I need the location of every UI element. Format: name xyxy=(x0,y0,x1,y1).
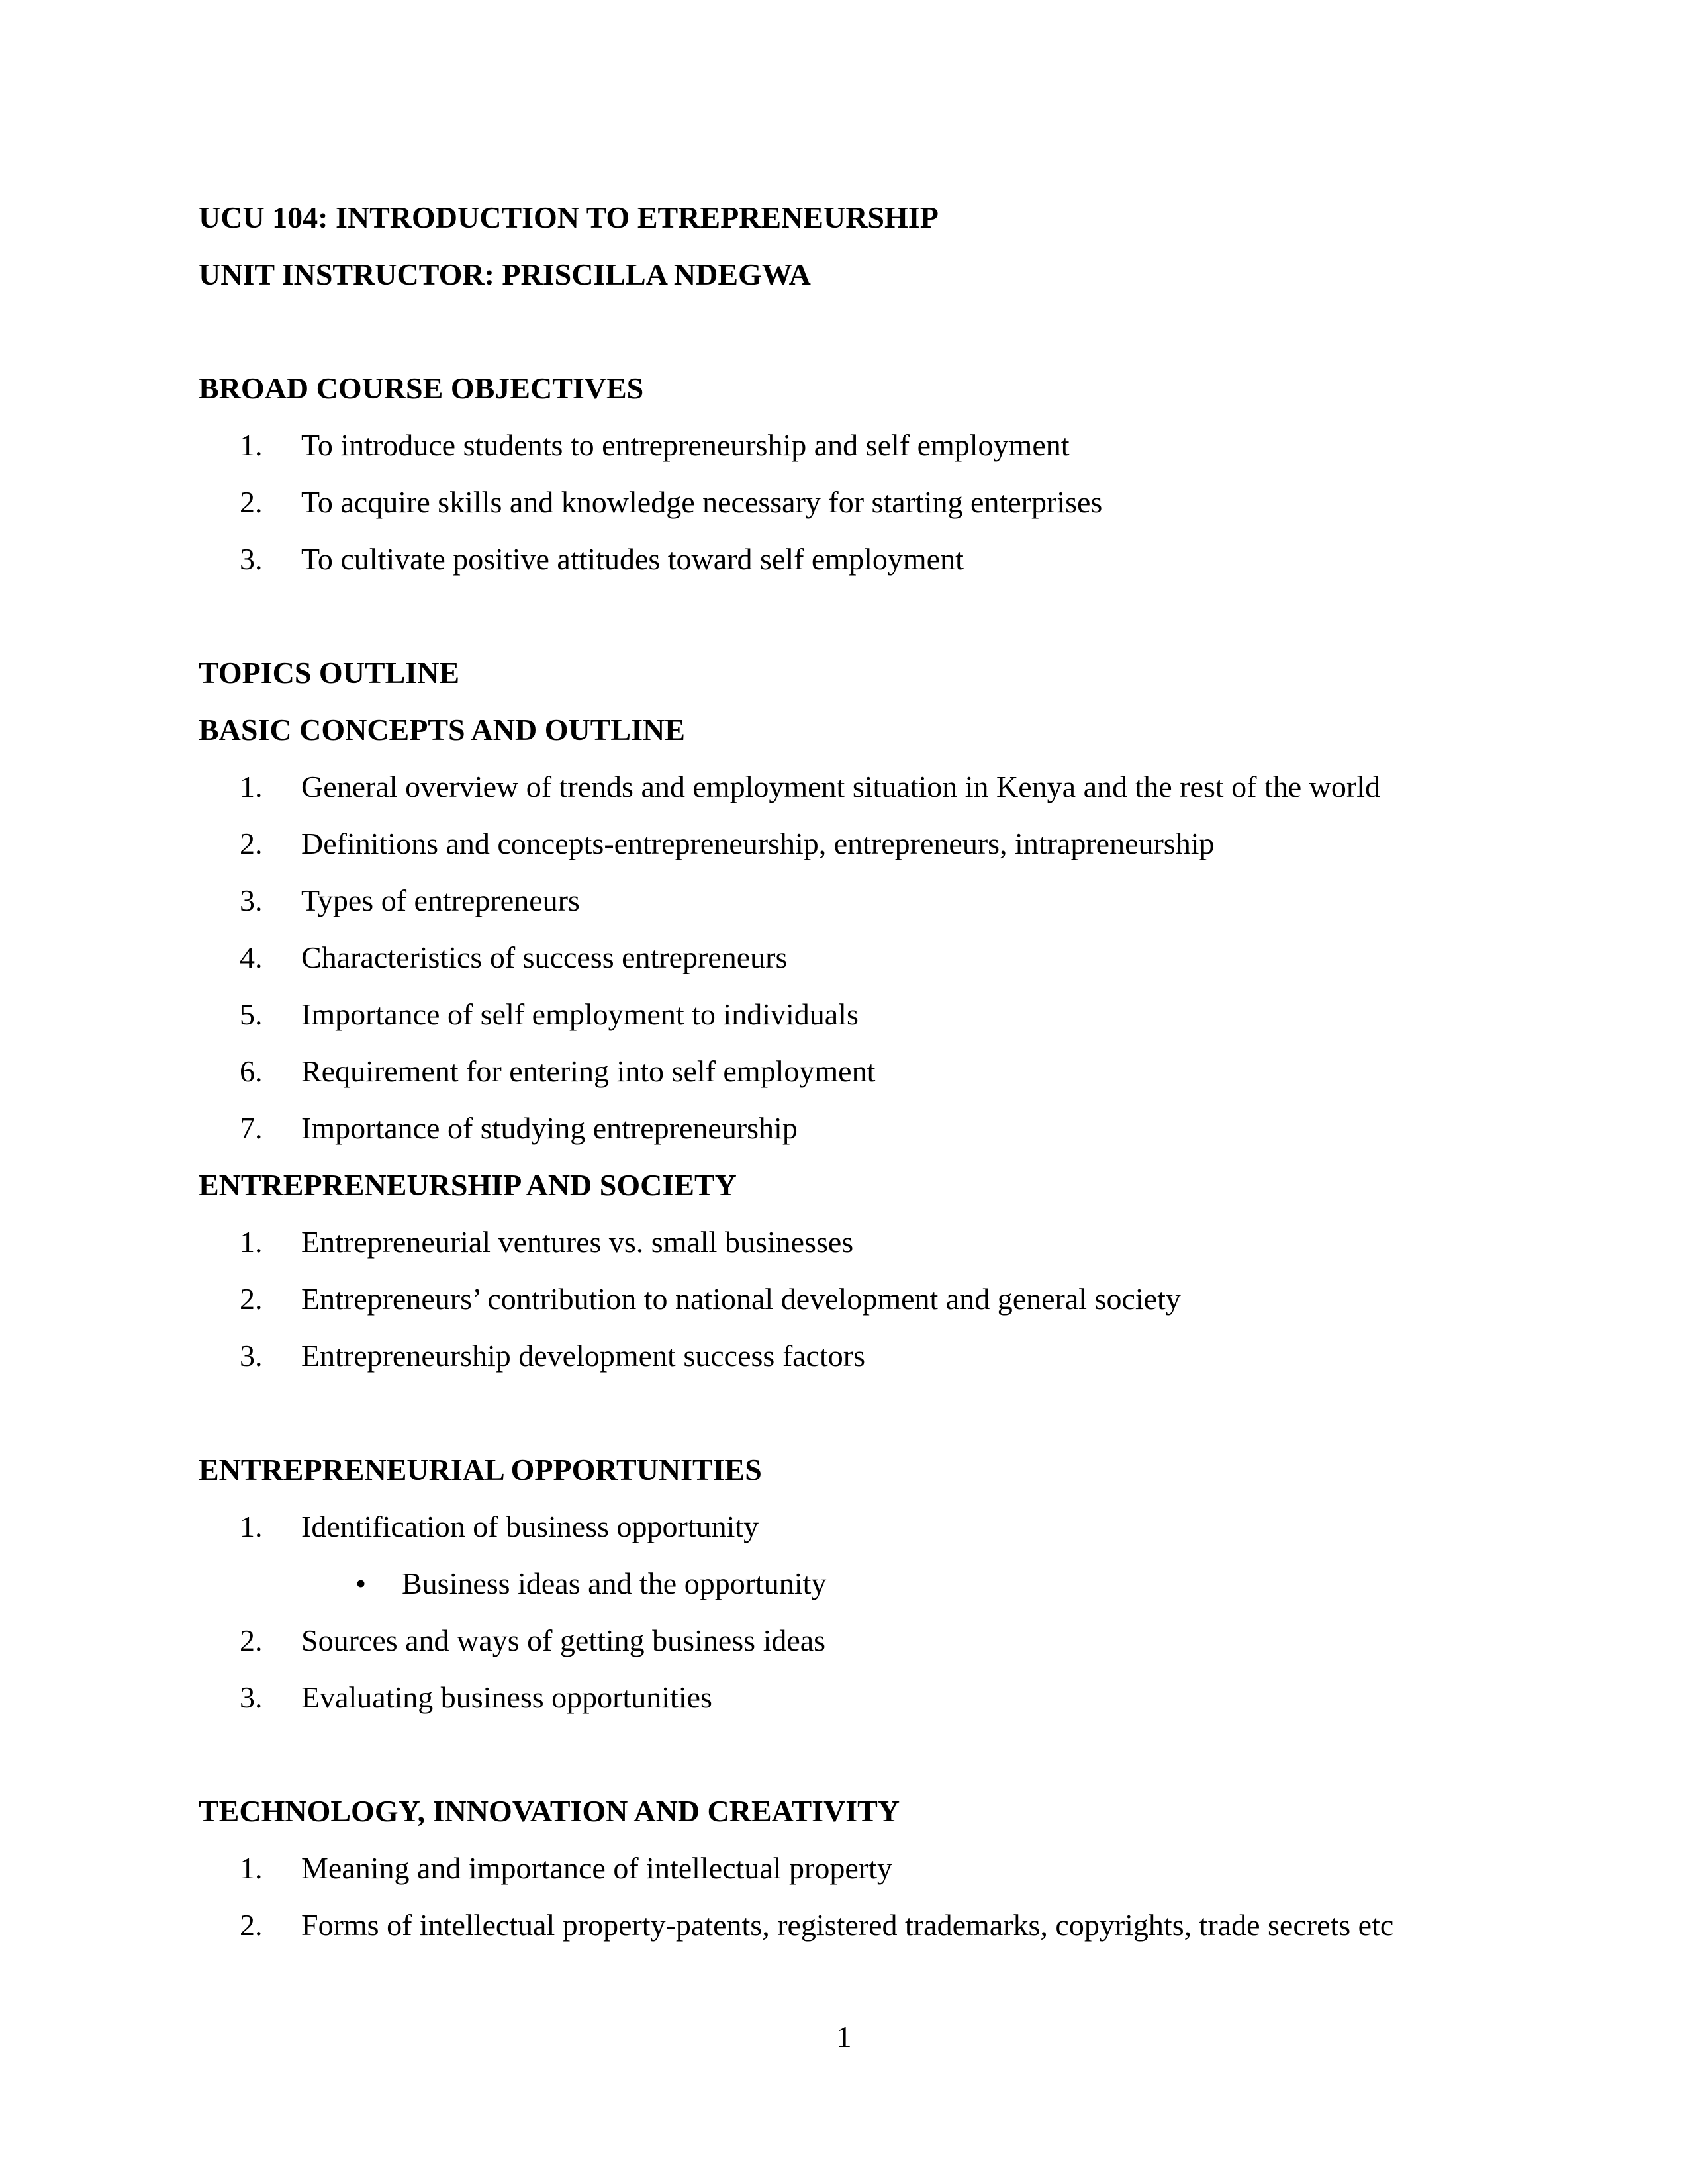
bullet-marker: • xyxy=(355,1567,367,1600)
item-number: 3. xyxy=(240,542,263,576)
item-text: To cultivate positive attitudes toward self employment xyxy=(301,542,964,576)
numbered-list-item xyxy=(199,1214,1496,1271)
item-number: 1. xyxy=(240,770,263,803)
numbered-list-item xyxy=(199,986,1496,1043)
numbered-list-item xyxy=(199,1612,1496,1669)
section-heading-topics-outline: TOPICS OUTLINE xyxy=(199,656,460,690)
page-footer xyxy=(0,2009,1688,2066)
item-text: Types of entrepreneurs xyxy=(301,884,580,917)
numbered-list-item xyxy=(199,929,1496,986)
unit-instructor: UNIT INSTRUCTOR: PRISCILLA NDEGWA xyxy=(199,257,811,291)
item-text: Identification of business opportunity xyxy=(301,1510,759,1543)
item-number: 7. xyxy=(240,1111,263,1145)
item-text: General overview of trends and employment situation in Kenya and the rest of the world xyxy=(301,770,1380,803)
numbered-list-item xyxy=(199,758,1496,815)
item-number: 5. xyxy=(240,997,263,1031)
item-number: 2. xyxy=(240,1282,263,1316)
item-text: Sources and ways of getting business ideas xyxy=(301,1623,826,1657)
numbered-list-item xyxy=(199,417,1496,474)
item-number: 1. xyxy=(240,1851,263,1885)
item-text: To acquire skills and knowledge necessary for starting enterprises xyxy=(301,485,1103,519)
item-number: 2. xyxy=(240,1908,263,1942)
item-text: Entrepreneurship development success factors xyxy=(301,1339,865,1373)
numbered-list-item xyxy=(199,1897,1496,1954)
numbered-list-item xyxy=(199,1100,1496,1157)
item-text: Business ideas and the opportunity xyxy=(402,1567,827,1600)
item-number: 3. xyxy=(240,1339,263,1373)
section-heading-entrepreneurial-opportunities: ENTREPRENEURIAL OPPORTUNITIES xyxy=(199,1453,762,1486)
bullet-list-item xyxy=(199,1555,1496,1612)
section-heading-entrepreneurship-and-society: ENTREPRENEURSHIP AND SOCIETY xyxy=(199,1168,737,1202)
document-content xyxy=(199,189,1496,1954)
item-text: Importance of self employment to individuals xyxy=(301,997,859,1031)
section-heading-broad-course-objectives: BROAD COURSE OBJECTIVES xyxy=(199,371,644,405)
item-number: 1. xyxy=(240,1510,263,1543)
sections-container xyxy=(199,360,1496,1954)
item-number: 4. xyxy=(240,940,263,974)
item-text: Entrepreneurial ventures vs. small businesses xyxy=(301,1225,854,1259)
item-text: Entrepreneurs’ contribution to national development and general society xyxy=(301,1282,1181,1316)
item-number: 1. xyxy=(240,428,263,462)
item-text: To introduce students to entrepreneurship and self employment xyxy=(301,428,1070,462)
numbered-list-item xyxy=(199,474,1496,531)
item-text: Requirement for entering into self employment xyxy=(301,1054,876,1088)
item-text: Meaning and importance of intellectual property xyxy=(301,1851,892,1885)
numbered-list-item xyxy=(199,872,1496,929)
numbered-list-item xyxy=(199,531,1496,588)
item-text: Forms of intellectual property-patents, registered trademarks, copyrights, trade secrets etc xyxy=(301,1908,1394,1942)
item-number: 2. xyxy=(240,485,263,519)
item-number: 2. xyxy=(240,1623,263,1657)
numbered-list-item xyxy=(199,1669,1496,1726)
item-text: Characteristics of success entrepreneurs xyxy=(301,940,788,974)
page-number: 1 xyxy=(836,2020,852,2054)
item-text: Importance of studying entrepreneurship xyxy=(301,1111,798,1145)
numbered-list-item xyxy=(199,815,1496,872)
item-number: 3. xyxy=(240,884,263,917)
item-number: 2. xyxy=(240,827,263,860)
course-title: UCU 104: INTRODUCTION TO ETREPRENEURSHIP xyxy=(199,201,939,234)
item-text: Definitions and concepts-entrepreneurship, entrepreneurs, intrapreneurship xyxy=(301,827,1215,860)
item-number: 6. xyxy=(240,1054,263,1088)
numbered-list-item xyxy=(199,1271,1496,1328)
numbered-list-item xyxy=(199,1840,1496,1897)
item-number: 3. xyxy=(240,1680,263,1714)
section-heading-basic-concepts-and-outline: BASIC CONCEPTS AND OUTLINE xyxy=(199,713,685,747)
section-heading-technology-innovation-and-creativity: TECHNOLOGY, INNOVATION AND CREATIVITY xyxy=(199,1794,900,1828)
numbered-list-item xyxy=(199,1328,1496,1385)
numbered-list-item xyxy=(199,1498,1496,1555)
numbered-list-item xyxy=(199,1043,1496,1100)
item-number: 1. xyxy=(240,1225,263,1259)
item-text: Evaluating business opportunities xyxy=(301,1680,712,1714)
